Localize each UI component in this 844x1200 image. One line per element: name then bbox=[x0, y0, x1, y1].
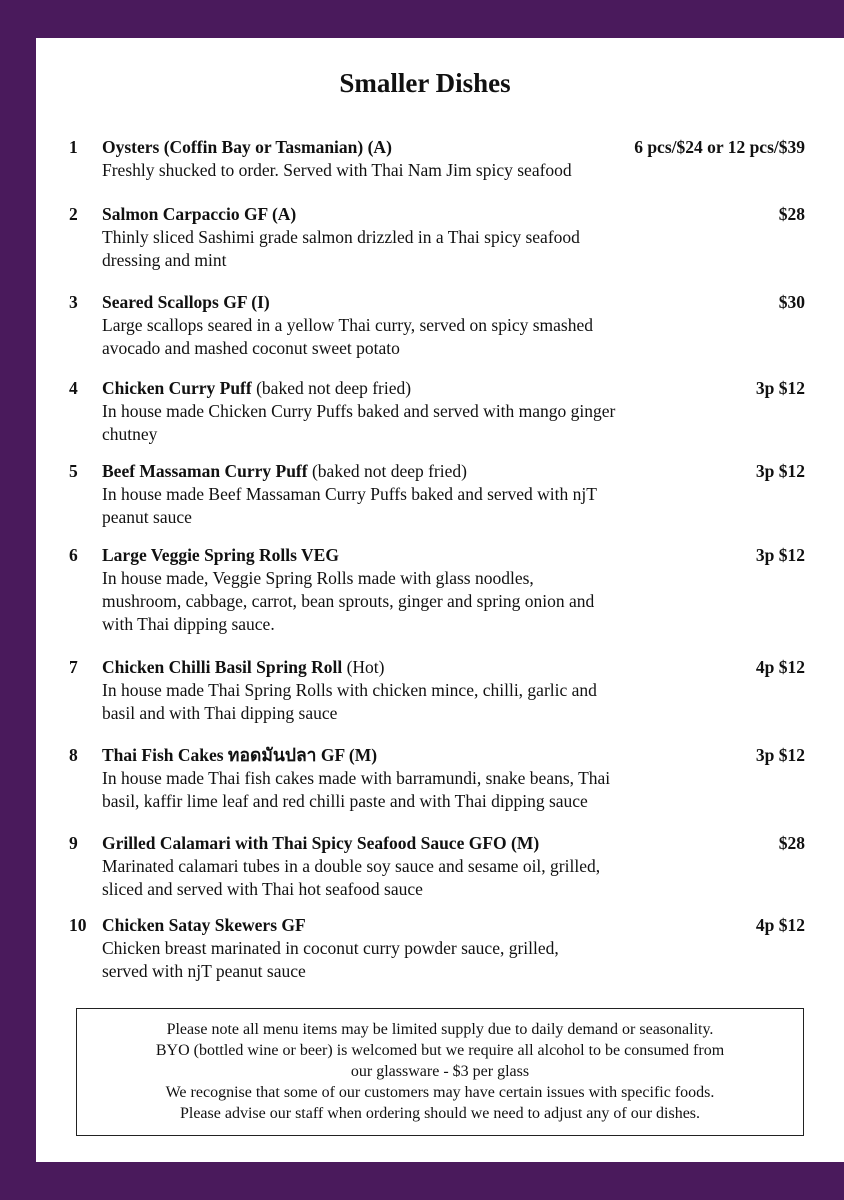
item-name: Large Veggie Spring Rolls VEG bbox=[102, 545, 339, 565]
item-note: (baked not deep fried) bbox=[307, 461, 467, 481]
notice-line: BYO (bottled wine or beer) is welcomed but we require all alcohol to be consumed from bbox=[155, 1042, 725, 1059]
notice-line: We recognise that some of our customers may have certain issues with specific foods. bbox=[165, 1084, 715, 1101]
notice-box bbox=[76, 1008, 804, 1136]
item-number: 8 bbox=[69, 745, 78, 765]
item-number: 5 bbox=[69, 461, 78, 481]
item-number: 7 bbox=[69, 657, 78, 677]
item-number: 1 bbox=[69, 137, 78, 157]
item-number: 3 bbox=[69, 292, 78, 312]
menu-page bbox=[36, 38, 844, 1162]
item-description-line: dressing and mint bbox=[102, 250, 227, 270]
item-description-line: with Thai dipping sauce. bbox=[102, 614, 275, 634]
item-number: 2 bbox=[69, 204, 78, 224]
item-name: Salmon Carpaccio GF (A) bbox=[102, 204, 297, 224]
item-description-line: peanut sauce bbox=[102, 507, 192, 527]
item-description-line: Freshly shucked to order. Served with Thai Nam Jim spicy seafood bbox=[102, 160, 572, 180]
item-description-line: Large scallops seared in a yellow Thai curry, served on spicy smashed bbox=[102, 315, 593, 335]
item-note: (baked not deep fried) bbox=[251, 378, 412, 398]
item-description-line: chutney bbox=[102, 424, 158, 444]
notice-line: our glassware - $3 per glass bbox=[350, 1063, 530, 1080]
item-price: 4p $12 bbox=[755, 657, 805, 677]
item-description-line: Marinated calamari tubes in a double soy sauce and sesame oil, grilled, bbox=[102, 856, 601, 876]
item-description-line: sliced and served with Thai hot seafood sauce bbox=[102, 879, 423, 899]
item-name: Chicken Satay Skewers GF bbox=[102, 915, 306, 935]
item-name: Grilled Calamari with Thai Spicy Seafood Sauce GFO (M) bbox=[102, 833, 540, 853]
item-name: Chicken Chilli Basil Spring Roll bbox=[102, 657, 343, 677]
item-price: 3p $12 bbox=[755, 378, 805, 398]
item-price: 4p $12 bbox=[755, 915, 805, 935]
item-description-line: basil, kaffir lime leaf and red chilli paste and with Thai dipping sauce bbox=[102, 791, 588, 811]
item-number: 6 bbox=[69, 545, 78, 565]
item-name: Chicken Curry Puff bbox=[102, 378, 252, 398]
item-description-line: basil and with Thai dipping sauce bbox=[102, 703, 338, 723]
item-note: (Hot) bbox=[342, 657, 385, 677]
item-description-line: served with njT peanut sauce bbox=[102, 961, 306, 981]
item-description-line: avocado and mashed coconut sweet potato bbox=[102, 338, 400, 358]
item-name: Beef Massaman Curry Puff bbox=[102, 461, 308, 481]
item-description-line: In house made, Veggie Spring Rolls made with glass noodles, bbox=[102, 568, 534, 588]
item-name: Oysters (Coffin Bay or Tasmanian) (A) bbox=[102, 137, 392, 157]
item-description-line: In house made Beef Massaman Curry Puffs baked and served with njT bbox=[102, 484, 597, 504]
notice-line: Please note all menu items may be limited supply due to daily demand or seasonality. bbox=[166, 1021, 714, 1038]
item-name: Seared Scallops GF (I) bbox=[102, 292, 270, 312]
item-description-line: Thinly sliced Sashimi grade salmon drizzled in a Thai spicy seafood bbox=[102, 227, 580, 247]
item-price: 3p $12 bbox=[755, 545, 805, 565]
item-number: 4 bbox=[69, 378, 78, 398]
item-price: 6 pcs/$24 or 12 pcs/$39 bbox=[634, 137, 805, 157]
item-price: $28 bbox=[778, 833, 805, 853]
item-price: $28 bbox=[778, 204, 805, 224]
item-number: 9 bbox=[69, 833, 78, 853]
page-title: Smaller Dishes bbox=[339, 68, 511, 98]
item-description-line: mushroom, cabbage, carrot, bean sprouts, ginger and spring onion and bbox=[102, 591, 595, 611]
item-description-line: In house made Thai fish cakes made with barramundi, snake beans, Thai bbox=[102, 768, 611, 788]
notice-line: Please advise our staff when ordering should we need to adjust any of our dishes. bbox=[179, 1105, 701, 1122]
item-price: 3p $12 bbox=[755, 745, 805, 765]
item-description-line: In house made Thai Spring Rolls with chicken mince, chilli, garlic and bbox=[102, 680, 597, 700]
item-number: 10 bbox=[69, 915, 87, 935]
item-description-line: In house made Chicken Curry Puffs baked and served with mango ginger bbox=[102, 401, 616, 421]
item-price: $30 bbox=[778, 292, 805, 312]
item-price: 3p $12 bbox=[755, 461, 805, 481]
item-description-line: Chicken breast marinated in coconut curry powder sauce, grilled, bbox=[102, 938, 559, 958]
item-name: Thai Fish Cakes ทอดมันปลา GF (M) bbox=[102, 745, 378, 765]
